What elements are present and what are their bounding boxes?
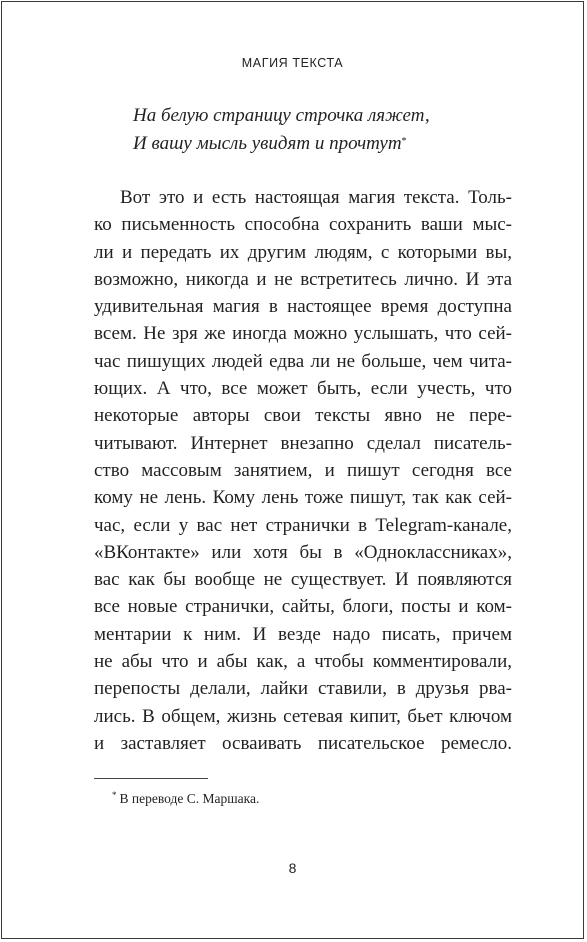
body-line: возможно, никогда и не встретитесь лично. И эта — [94, 268, 512, 290]
body-line: перепосты делали, лайки ставили, в друзья рва- — [94, 678, 512, 700]
body-line: час, если у вас нет странички в Telegram-канале, — [94, 514, 512, 536]
body-line: ющих. А что, все может быть, если учесть, что — [94, 378, 512, 400]
body-line: читывают. Интернет внезапно сделал писатель- — [94, 432, 512, 454]
body-line: не абы что и абы как, а чтобы комментировали, — [94, 651, 512, 673]
book-page — [1, 1, 584, 939]
body-line: кому не лень. Кому лень тоже пишут, так как сей- — [94, 487, 512, 509]
body-line: ли и передать их другим людям, с которыми вы, — [94, 241, 512, 263]
body-line: Вот это и есть настоящая магия текста. Толь- — [120, 187, 512, 208]
body-line: «ВКонтакте» или хотя бы в «Одноклассниках», — [94, 541, 512, 563]
body-line: всем. Не зря же иногда можно услышать, что сей- — [94, 323, 512, 345]
page-number: 8 — [288, 860, 297, 876]
body-line: лись. В общем, жизнь сетевая кипит, бьет ключом — [94, 705, 512, 727]
footnote — [112, 791, 259, 807]
epigraph-line-1: На белую страницу строчка ляжет, — [133, 105, 430, 126]
epigraph-line-2 — [133, 130, 533, 158]
body-line: и заставляет осваивать писательское ремесло. — [94, 732, 512, 754]
epigraph-footnote-marker: * — [401, 136, 407, 147]
epigraph — [133, 102, 533, 158]
running-head: МАГИЯ ТЕКСТА — [241, 56, 344, 70]
footnote-text: В переводе С. Маршака. — [119, 791, 260, 806]
body-line: некоторые авторы свои тексты явно не пере- — [94, 405, 512, 427]
epigraph-line-2-text: И вашу мысль увидят и прочтут — [133, 133, 402, 154]
body-line: ство массовым занятием, и пишут сегодня все — [94, 459, 512, 481]
body-line: вас как бы вообще не существует. И появляются — [94, 569, 512, 591]
body-paragraph — [94, 184, 512, 757]
footnote-divider — [94, 778, 208, 779]
body-line: ко письменность способна сохранить ваши мыс- — [94, 214, 512, 236]
body-line: ментарии к ним. И везде надо писать, причем — [94, 623, 512, 645]
body-line: час пишущих людей едва ли не больше, чем чита- — [94, 350, 512, 372]
body-line: удивительная магия в настоящее время доступна — [94, 296, 512, 318]
body-line: все новые странички, сайты, блоги, посты и ком- — [94, 596, 512, 618]
footnote-marker: * — [112, 790, 117, 800]
